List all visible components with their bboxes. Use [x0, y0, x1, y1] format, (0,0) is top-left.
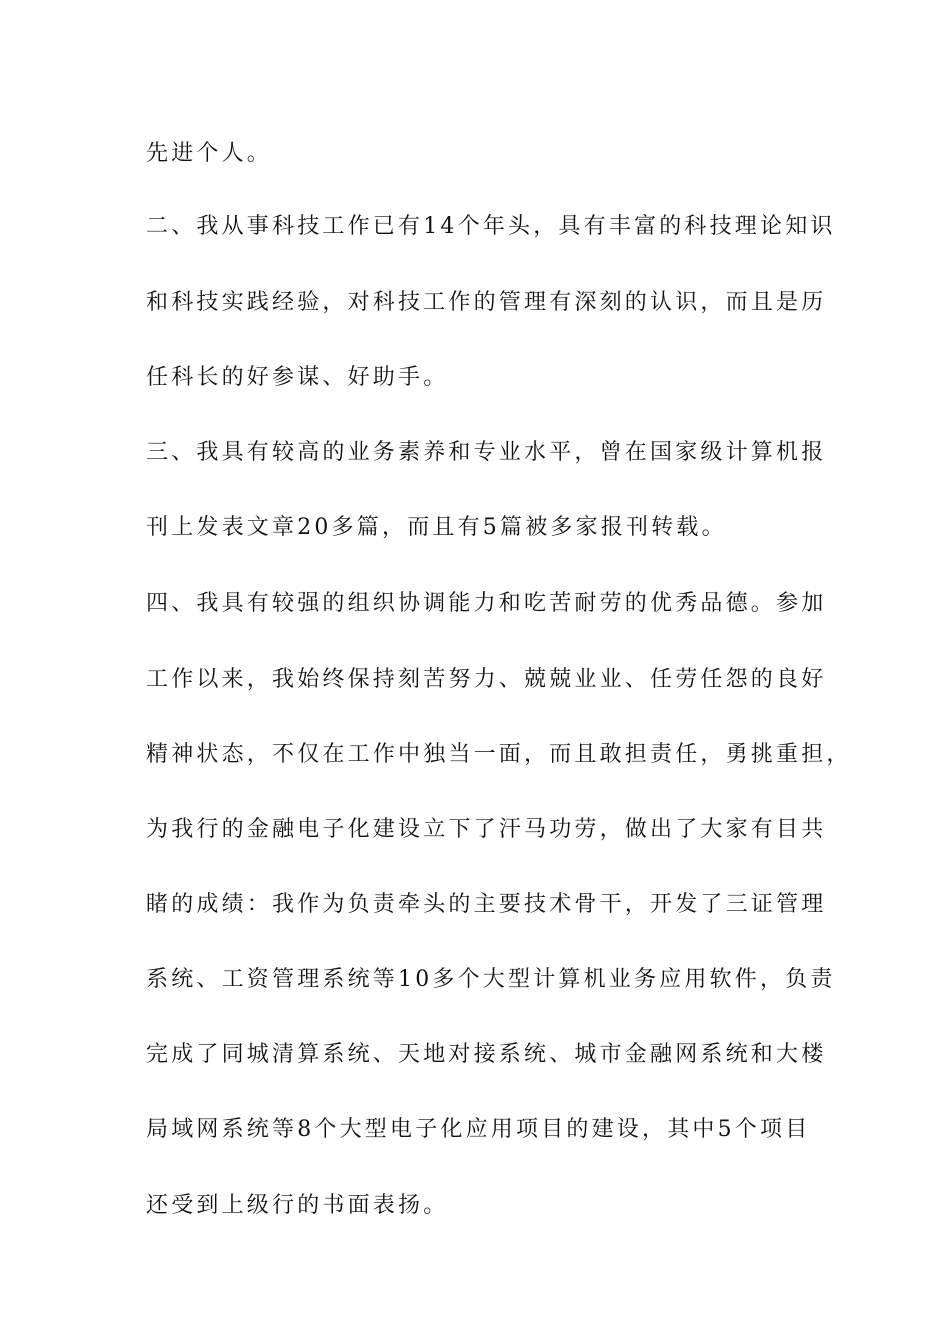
text-line: 先进个人。	[146, 141, 273, 166]
text-line: 局域网系统等8个大型电子化应用项目的建设，其中5个项目	[146, 1117, 811, 1142]
text-line: 精神状态，不仅在工作中独当一面，而且敢担责任，勇挑重担，	[146, 742, 852, 767]
text-line: 二、我从事科技工作已有14个年头，具有丰富的科技理论知识	[146, 214, 836, 239]
text-line: 三、我具有较高的业务素养和专业水平，曾在国家级计算机报	[146, 440, 827, 465]
text-line: 和科技实践经验，对科技工作的管理有深刻的认识，而且是历	[146, 290, 827, 315]
text-line: 为我行的金融电子化建设立下了汗马功劳，做出了大家有目共	[146, 817, 827, 842]
text-line: 睹的成绩：我作为负责牵头的主要技术骨干，开发了三证管理	[146, 892, 827, 917]
text-line: 四、我具有较强的组织协调能力和吃苦耐劳的优秀品德。参加	[146, 591, 827, 616]
text-line: 任科长的好参谋、好助手。	[146, 365, 449, 390]
text-line: 工作以来，我始终保持刻苦努力、兢兢业业、任劳任怨的良好	[146, 667, 827, 692]
text-line: 还受到上级行的书面表扬。	[146, 1193, 449, 1218]
text-line: 系统、工资管理系统等10多个大型计算机业务应用软件，负责	[146, 967, 836, 992]
text-line: 刊上发表文章20多篇，而且有5篇被多家报刊转载。	[146, 515, 727, 540]
text-line: 完成了同城清算系统、天地对接系统、城市金融网系统和大楼	[146, 1042, 827, 1067]
